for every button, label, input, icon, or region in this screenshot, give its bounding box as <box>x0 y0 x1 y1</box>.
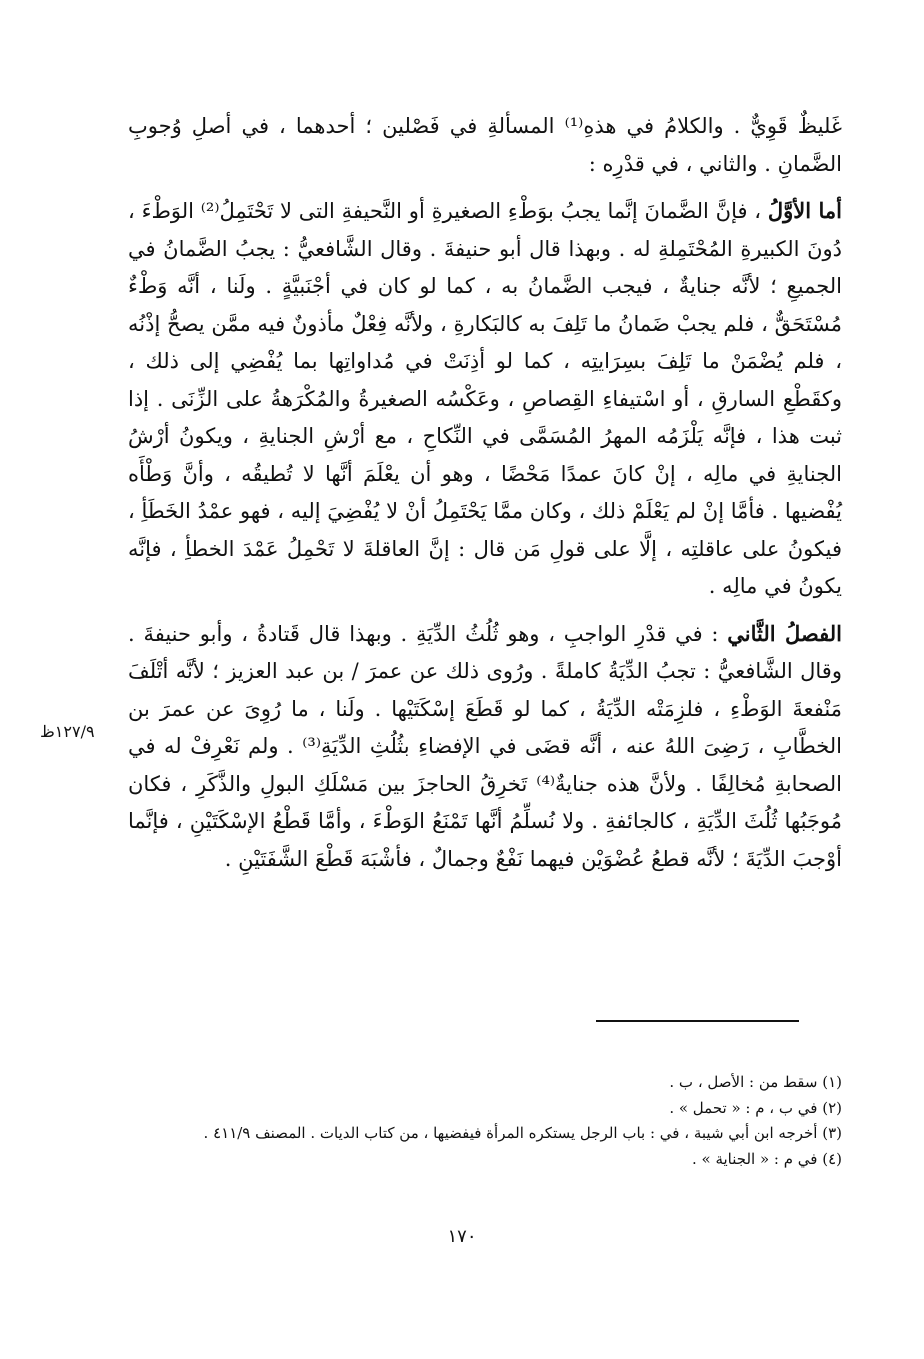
footnote-4: (٤) في م : « الجناية » . <box>691 1149 842 1168</box>
paragraph-intro: غَليظٌ قَوِيٌّ . والكلامُ في هذهِ⁽¹⁾ المسألةِ في فَصْلين ؛ أحدهما ، في أصلِ وُجوبِ الضَّمانِ . والثاني ، في قدْرِه : <box>128 114 842 176</box>
footnote-1: (١) سقط من : الأصل ، ب . <box>669 1073 842 1091</box>
main-text <box>128 108 842 887</box>
footnotes <box>128 1070 842 1172</box>
section-heading-first: أما الأوَّلُ <box>767 198 842 223</box>
paragraph-first-section <box>128 192 842 606</box>
footnote-3: (٣) أخرجه ابن أبي شيبة ، في : باب الرجل يستكره المرأة فيفضيها ، من كتاب الديات . المصنف ٤١١/٩ . <box>203 1124 842 1142</box>
footnote-2: (٢) في ب ، م : « تحمل » . <box>669 1098 842 1117</box>
paragraph-second-section <box>128 615 842 879</box>
footnote-divider <box>596 1020 799 1022</box>
second-section-body: : في قدْرِ الواجبِ ، وهو ثُلُثُ الدِّيَةِ . وبهذا قال قَتادةُ ، وأبو حنيفةَ . وقال الشَّافعيُّ : تجبُ الدِّيَةُ كاملةً . ورُوى ذلك عن عمرَ / بن عبد العزيز ؛ لأنَّه أتْلَفَ مَنْفعةَ الوَطْءِ ، فلزِمَتْه الدِّيَةُ ، كما لو قَطَعَ إسْكَتَيْها . ولَنا ، ما رُوِىَ عن عمرَ بن الخطَّابِ ، رَضِىَ اللهُ عنه ، أنَّه قضَى في الإفضاءِ بثُلُثِ الدِّيَةِ⁽³⁾ . ولم نَعْرِفْ له في الصحابةِ مُخالِفًا . ولأنَّ هذه جنايةٌ⁽⁴⁾ تَخرِقُ الحاجزَ بين مَسْلَكِ البولِ والذَّكَرِ ، فكان مُوجَبُها ثُلُثَ الدِّيَةِ ، كالجائفةِ . ولا نُسلِّمُ أنَّها تَمْنَعُ الوَطْءَ ، وأمَّا قَطْعُ الإسْكَتَيْنِ ، فإنَّما أوْجبَ الدِّيَةَ ؛ لأنَّه قطعُ عُضْوَيْن فيهما نَفْعٌ وجمالٌ ، فأشْبَهَ قَطْعَ الشَّفَتَيْنِ . <box>128 621 842 871</box>
first-section-body: ، فإنَّ الضَّمانَ إنَّما يجبُ بوَطْءِ الصغيرةِ أو النَّحيفةِ التى لا تَحْتَمِلُ⁽²⁾ الوَطْءَ ، دُونَ الكبيرةِ المُحْتَمِلةِ له . وبهذا قال أبو حنيفةَ . وقال الشَّافعيُّ : يجبُ الضَّمانُ في الجميعِ ؛ لأنَّه جنايةٌ ، فيجب الضَّمانُ به ، كما لو كان في أجْنَبيَّةٍ . ولَنا ، أنَّه وَطْءٌ مُسْتَحَقٌّ ، فلم يجبْ ضَمانُ ما تَلِفَ به كالبَكارةِ ، ولأنَّه فِعْلٌ مأذونٌ فيه ممَّن يصحُّ إذْنُه ، فلم يُضْمَنْ ما تَلِفَ بسِرَايتِه ، كما لو أذِنَتْ في مُداواتِها بما يُفْضِي إلى ذلك ، وكقَطْعِ السارقِ ، أو اسْتيفاءِ القِصاصِ ، وعَكْسُه الصغيرةُ والمُكْرَهةُ على الزِّنَى . إذا ثبت هذا ، فإنَّه يَلْزَمُه المهرُ المُسَمَّى في النِّكاحِ ، مع أرْشِ الجنايةِ ، ويكونُ أرْشُ الجنايةِ في مالِه ، إنْ كانَ عمدًا مَحْضًا ، وهو أن يعْلَمَ أنَّها لا تُطيقُه ، وأنَّ وَطْأَه يُفْضيها . فأمَّا إنْ لم يَعْلَمْ ذلك ، وكان ممَّا يَحْتَمِلُ أنْ لا يُفْضِيَ إليه ، فهو عمْدُ الخَطَأِ ، فيكونُ على عاقلتِه ، إلَّا على قولِ مَن قال : إنَّ العاقلةَ لا تَحْمِلُ عَمْدَ الخطأِ ، فإنَّه يكونُ في مالِه . <box>128 199 842 598</box>
manuscript-folio-reference: ١٢٧/٩ظ <box>40 722 95 741</box>
section-heading-second: الفصلُ الثَّاني <box>727 620 842 646</box>
page-number: ١٧٠ <box>447 1226 477 1247</box>
